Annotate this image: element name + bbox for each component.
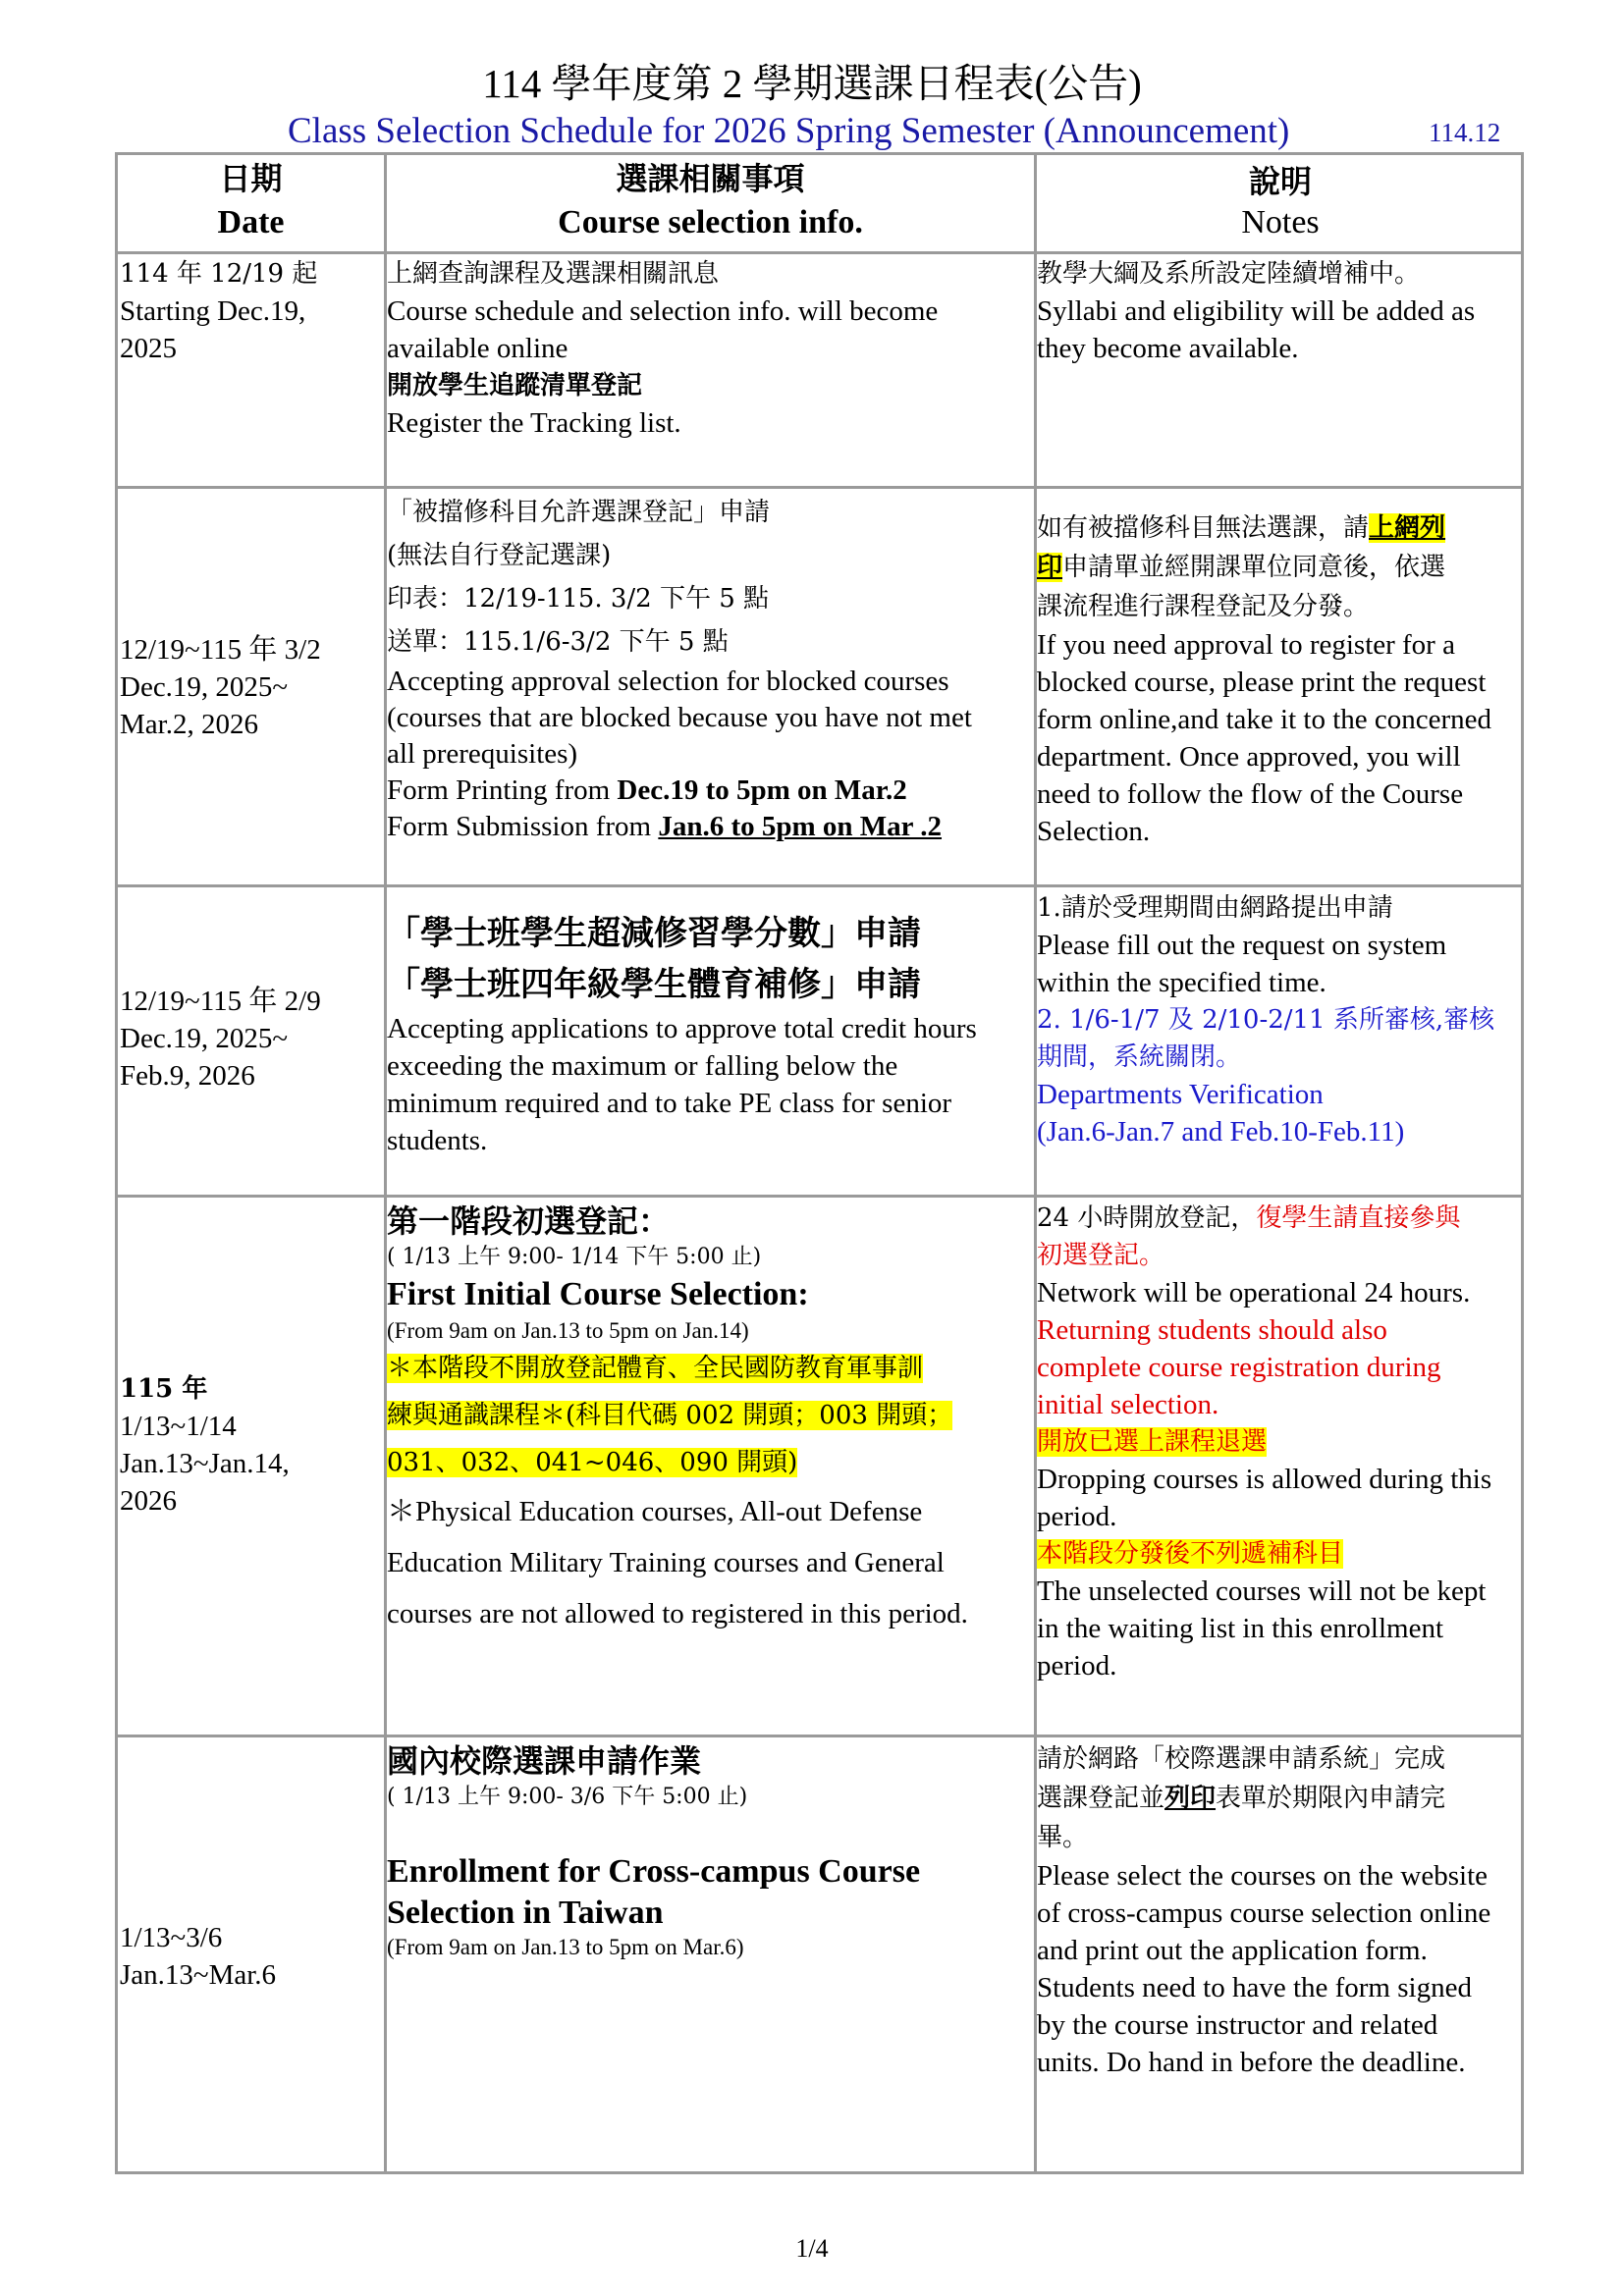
- page-number: 1/4: [795, 2234, 829, 2263]
- schedule-table: [115, 152, 1524, 2174]
- row-divider: [118, 251, 1521, 254]
- row-divider: [118, 1195, 1521, 1198]
- header-date: 日期 Date: [217, 160, 285, 240]
- row5-date: 1/13~3/6 Jan.13~Mar.6: [120, 1922, 277, 1991]
- row1-info: 上網查詢課程及選課相關訊息 Course schedule and selection info. will become available online 開放學生追蹤清單登記 Register the Tracking list.: [387, 259, 939, 439]
- row1-date: 114 年 12/19 起 Starting Dec.19, 2025: [120, 259, 318, 364]
- row2-info: 「被擋修科目允許選課登記」申請 (無法自行登記選課) 印表：12/19-115. 3/2 下午 5 點 送單：115.1/6-3/2 下午 5 點 Accepting approval selection for blocked courses (courses that are blocked because you have not met all prerequisites) Form Printing from Dec.19 to 5pm on Mar.2 Form Submission from Jan.6 to 5pm on Mar .2: [387, 498, 972, 842]
- page-title-zh: 114 學年度第 2 學期選課日程表(公告): [482, 61, 1142, 106]
- row3-info: 「學士班學生超減修習學分數」申請 「學士班四年級學生體育補修」申請 Accepting applications to approve total credit hours exceeding the maximum or falling below the minimum required and to take PE class for senior students.: [387, 914, 977, 1156]
- row3-notes: 1.請於受理期間由網路提出申請 Please fill out the request on system within the specified time. 2. 1/6-1/7 及 2/10-2/11 系所審核,審核 期間，系統關閉。 Departments Verification (Jan.6-Jan.7 and Feb.10-Feb.11): [1037, 893, 1495, 1148]
- header-notes: 說明 Notes: [1241, 163, 1320, 240]
- row-divider: [118, 1735, 1521, 1737]
- row2-date: 12/19~115 年 3/2 Dec.19, 2025~ Mar.2, 2026: [120, 634, 321, 740]
- row5-info: 國內校際選課申請作業 ( 1/13 上午 9:00- 3/6 下午 5:00 止) Enrollment for Cross-campus Course Selection in Taiwan (From 9am on Jan.13 to 5pm on Mar.6): [387, 1742, 921, 1959]
- document-date: 114.12: [1429, 118, 1501, 147]
- row-divider: [118, 486, 1521, 489]
- row4-date: 115 年 1/13~1/14 Jan.13~Jan.14, 2026: [120, 1374, 290, 1517]
- row4-info: 第一階段初選登記： ( 1/13 上午 9:00- 1/14 下午 5:00 止) First Initial Course Selection: (From 9am on Jan.13 to 5pm on Jan.14) ＊本階段不開放登記體育、全民國防教育軍事訓 練與通識課程＊(科目代碼 002 開頭；003 開頭； 031、032、041~046、090 開頭) ＊Physical Education courses, All-out Defense Education Military Training courses and General courses are not allowed to registered in this period.: [387, 1202, 968, 1629]
- row3-date: 12/19~115 年 2/9 Dec.19, 2025~ Feb.9, 2026: [120, 986, 321, 1092]
- row4-notes: 24 小時開放登記，復學生請直接參與 初選登記。 Network will be operational 24 hours. Returning students should also complete course registration during initial selection. 開放已選上課程退選 Dropping courses is allowed during this period. 本階段分發後不列遞補科目 The unselected courses will not be kept in the waiting list in this enrollment period.: [1037, 1203, 1492, 1682]
- row2-notes: 如有被擋修科目無法選課，請上網列 印申請單並經開課單位同意後，依選 課流程進行課程登記及分發。 If you need approval to register for a blocked course, please print the request form online,and take it to the concerned department. Once approved, you will need to follow the flow of the Course Selection.: [1037, 513, 1492, 847]
- row1-notes: 教學大綱及系所設定陸續增補中。 Syllabi and eligibility will be added as they become available.: [1037, 259, 1476, 364]
- row5-notes: 請於網路「校際選課申請系統」完成 選課登記並列印表單於期限內申請完 畢。 Please select the courses on the website of cross-campus course selection online and print out the application form. Students need to have the form signed by the course instructor and related units. Do hand in before the deadline.: [1037, 1744, 1491, 2078]
- header-info: 選課相關事項 Course selection info.: [558, 160, 863, 240]
- page-title-en: Class Selection Schedule for 2026 Spring Semester (Announcement): [288, 111, 1290, 151]
- row-divider: [118, 884, 1521, 887]
